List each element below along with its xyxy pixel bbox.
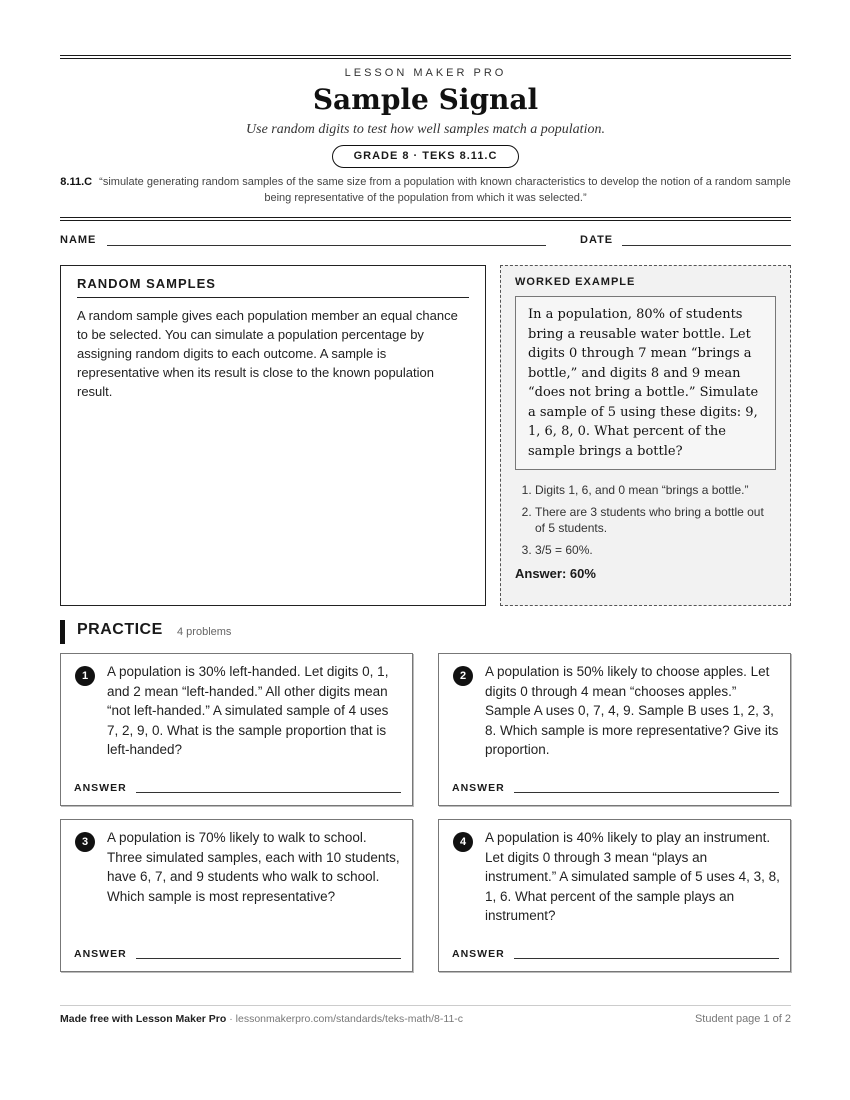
practice-heading: PRACTICE (77, 621, 163, 638)
problem-text: A population is 40% likely to play an instrument. Let digits 0 through 3 mean “plays an instrument.” A simulated sample of 5 uses 4, 3, 8, 1, 6. What percent of the sample plays an instrument? (485, 830, 780, 923)
answer-label: ANSWER (74, 782, 127, 794)
worked-example-answer: Answer: 60% (515, 566, 596, 581)
answer-label: ANSWER (74, 948, 127, 960)
footer-made-with: Made free with Lesson Maker Pro (60, 1013, 227, 1025)
problem-text: A population is 50% likely to choose apples. Let digits 0 through 4 mean “chooses apples.” Sample A uses 0, 7, 4, 9. Sample B uses 1, 2, 3, 8. Which sample is more representative? Give its proportion. (485, 664, 779, 757)
standard-text: “simulate generating random samples of the same size from a population with known characteristics to develop the notion of a random sample being representative of the population from which it was selected.” (99, 176, 791, 204)
footer-page-number: Student page 1 of 2 (694, 1013, 791, 1025)
answer-field[interactable] (136, 958, 401, 959)
date-label: DATE (580, 234, 614, 246)
concept-body: A random sample gives each population member an equal chance to be selected. You can simulate a population percentage by assigning random digits to each outcome. A sample is representative when its result is close to the known population result. (77, 308, 458, 399)
grade-standard-badge: GRADE 8 · TEKS 8.11.C (332, 145, 519, 168)
problem-number: 4 (453, 832, 473, 852)
brand-name: LESSON MAKER PRO (344, 67, 507, 79)
worksheet-title: Sample Signal (312, 83, 539, 116)
standard-statement (60, 174, 791, 206)
footer-credit (60, 1013, 463, 1025)
footer-url: · lessonmakerpro.com/standards/teks-math/8-11-c (226, 1013, 464, 1025)
worked-example-box (500, 265, 791, 606)
answer-field[interactable] (514, 792, 779, 793)
header-divider (60, 217, 791, 218)
worked-example-steps (515, 482, 776, 558)
problem-text: A population is 70% likely to walk to school. Three simulated samples, each with 10 students, have 6, 7, and 9 students who walk to school. Which sample is most representative? (107, 830, 400, 904)
top-double-rule-inner (60, 58, 791, 59)
practice-card-2 (438, 653, 791, 806)
worked-example-step: 1. Digits 1, 6, and 0 mean “brings a bottle.” (535, 482, 776, 498)
name-label: NAME (60, 234, 97, 246)
practice-accent-bar (60, 620, 65, 644)
worked-example-problem: In a population, 80% of students bring a reusable water bottle. Let digits 0 through 7 mean “brings a bottle,” and digits 8 and 9 mean “does not bring a bottle.” Simulate a sample of 5 using these digits: 9, 1, 6, 8, 0. What percent of the sample brings a bottle? (515, 296, 776, 470)
worked-example-step: 3. 3/5 = 60%. (535, 542, 776, 558)
worked-example-step: 2. There are 3 students who bring a bottle out of 5 students. (535, 504, 776, 536)
practice-card-4 (438, 819, 791, 972)
practice-card-1 (60, 653, 413, 806)
concept-heading: RANDOM SAMPLES (77, 276, 469, 298)
problem-text: A population is 30% left-handed. Let digits 0, 1, and 2 mean “left-handed.” All other digits mean “not left-handed.” A simulated sample of 4 uses 7, 2, 9, 0. What is the sample proportion that is left-handed? (107, 664, 389, 757)
answer-field[interactable] (136, 792, 401, 793)
problem-number: 2 (453, 666, 473, 686)
worksheet-subtitle: Use random digits to test how well samples match a population. (246, 122, 605, 137)
footer-divider (60, 1005, 791, 1006)
worked-example-heading: WORKED EXAMPLE (515, 276, 636, 288)
answer-label: ANSWER (452, 782, 505, 794)
practice-card-3 (60, 819, 413, 972)
concept-box (60, 265, 486, 606)
practice-count: 4 problems (177, 626, 232, 638)
top-double-rule (60, 55, 791, 56)
standard-code: 8.11.C (60, 176, 93, 188)
date-field[interactable] (622, 245, 791, 246)
name-field[interactable] (107, 245, 546, 246)
header-divider-inner (60, 220, 791, 221)
problem-number: 1 (75, 666, 95, 686)
problem-number: 3 (75, 832, 95, 852)
answer-label: ANSWER (452, 948, 505, 960)
answer-field[interactable] (514, 958, 779, 959)
